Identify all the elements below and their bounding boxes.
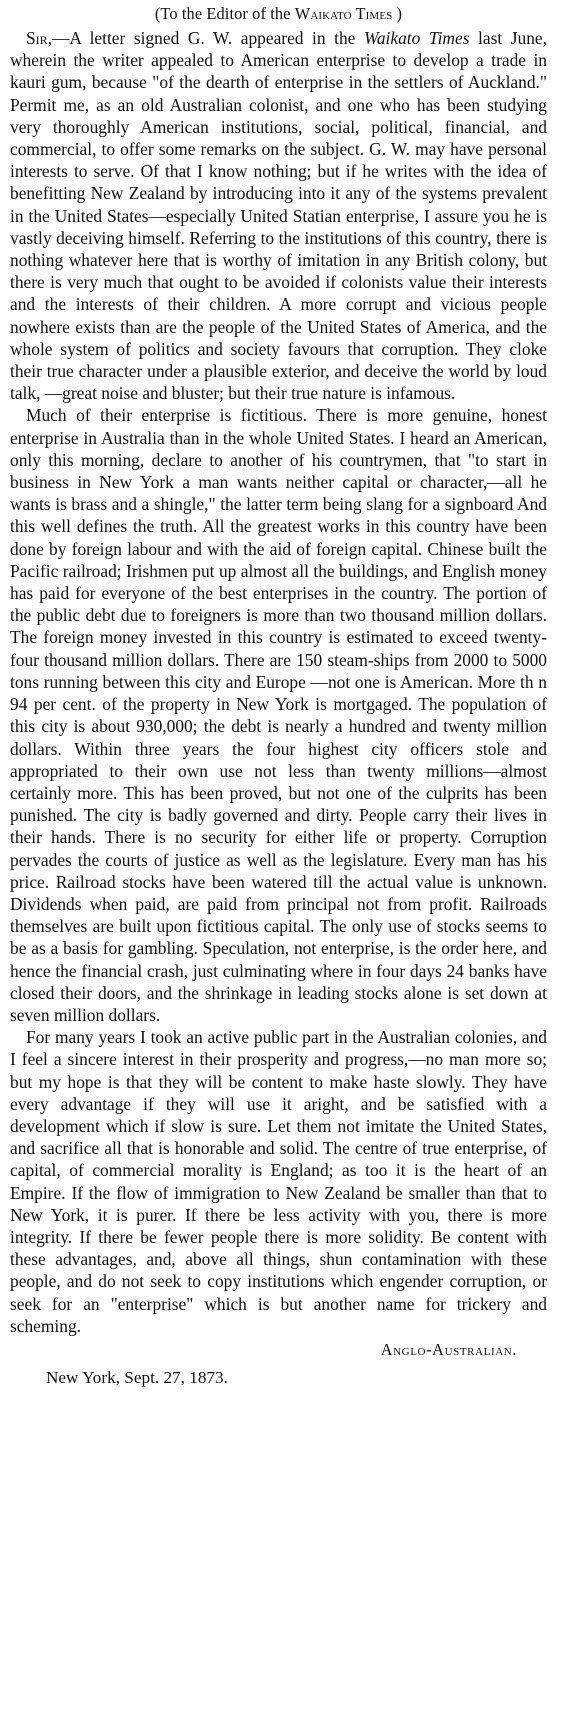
paragraph-3: For many years I took an active public part in the Australian colonies, and I feel a sincere interest in their prosperity and progress,—no man more so; but my hope is that they will be content to make haste slowly. They have every advantage if they will use it aright, and be satisfied with a development which if slow is sure. Let them not imitate the United States, and sacrifice all that is honorable and solid. The centre of true enterprise, of capital, of commercial morality is England; as too it is the heart of an Empire. If the flow of immigration to New Zealand be smaller than that to New York, it is purer. If there be less activity with you, there is more integrity. If there be fewer people there is more solidity. Be content with these advantages, and, above all things, shun contamination with these people, and do not seek to copy institutions which engender corruption, or seek for an "enterprise" which is but another name for trickery and scheming. (10, 1027, 547, 1336)
paragraph-1-part-b: last June, wherein the writer appealed to American enterprise to develop a trade in kauri gum, because "of the dearth of enterprise in the settlers of Auckland." Permit me, as an old Australian colonist, and one who has been studying very thoroughly American institutions, social, political, financial, and commercial, to offer some remarks on the subject. G. W. may have personal interests to serve. Of that I know nothing; but if he writes with the idea of benefitting New Zealand by introducing into it any of the systems prevalent in the United States—especially United Statian enterprise, I assure you he is vastly deceiving himself. Referring to the institutions of this country, there is nothing whatever here that is worthy of imitation in any British colony, but there is very much that ought to be avoided if colonists value their interests and the interests of their children. A more corrupt and vicious people nowhere exists than are the people of the United States of America, and the whole system of politics and society favours that corruption. They cloke their true character under a plausible exterior, and deceive the world by loud talk, —great noise and bluster; but their true nature is infamous. (10, 28, 547, 404)
signature: Anglo-Australian. (380, 1339, 517, 1359)
letter-body (10, 27, 547, 1337)
paragraph-2: Much of their enterprise is fictitious. There is more genuine, honest enterprise in Australia than in the whole United States. I heard an American, only this morning, declare to another of his countrymen, that "to start in business in New York a man wants neither capital or character,—all he wants is brass and a shingle," the latter term being slang for a signboard And this well defines the truth. All the greatest works in this country have been done by foreign labour and with the aid of foreign capital. Chinese built the Pacific railroad; Irishmen put up almost all the buildings, and English money has paid for everyone of the best enterprises in the country. The portion of the public debt due to foreigners is more than two thousand million dollars. The foreign money invested in this country is estimated to exceed twenty-four thousand million dollars. There are 150 steam-ships from 2000 to 5000 tons running between this city and Europe —not one is American. More th n 94 per cent. of the property in New York is mortgaged. The population of this city is about 930,000; the debt is nearly a hundred and twenty million dollars. Within three years the four highest city officers stole and appropriated to their own use not less than twenty millions—almost certainly more. This has been proved, but not one of the culprits has been punished. The city is badly governed and dirty. People carry their lives in their hands. There is no security for either life or property. Corruption pervades the courts of justice as well as the legislature. Every man has his price. Railroad stocks have been watered till the actual value is unknown. Dividends when paid, are paid from principal not from profit. Railroads themselves are built upon fictitious capital. The only use of stocks seems to be as a basis for gambling. Speculation, not enterprise, is the order here, and hence the financial crash, just culminating where in four days 24 banks have closed their doors, and the shrinkage in leading stocks alone is set down at seven million dollars. (10, 405, 547, 1025)
heading-suffix: ) (392, 4, 403, 23)
heading-prefix: (To the Editor of the (154, 4, 295, 23)
dateline: New York, Sept. 27, 1873. (46, 1367, 228, 1387)
paragraph-1-paper-name: Waikato Times (363, 28, 470, 48)
letter-heading (10, 4, 547, 24)
salutation: Sir, (26, 28, 53, 48)
heading-paper-name: Waikato Times (294, 4, 393, 23)
paragraph-1 (10, 27, 547, 404)
paragraph-1-part-a: —A letter signed G. W. appeared in the (52, 28, 364, 48)
